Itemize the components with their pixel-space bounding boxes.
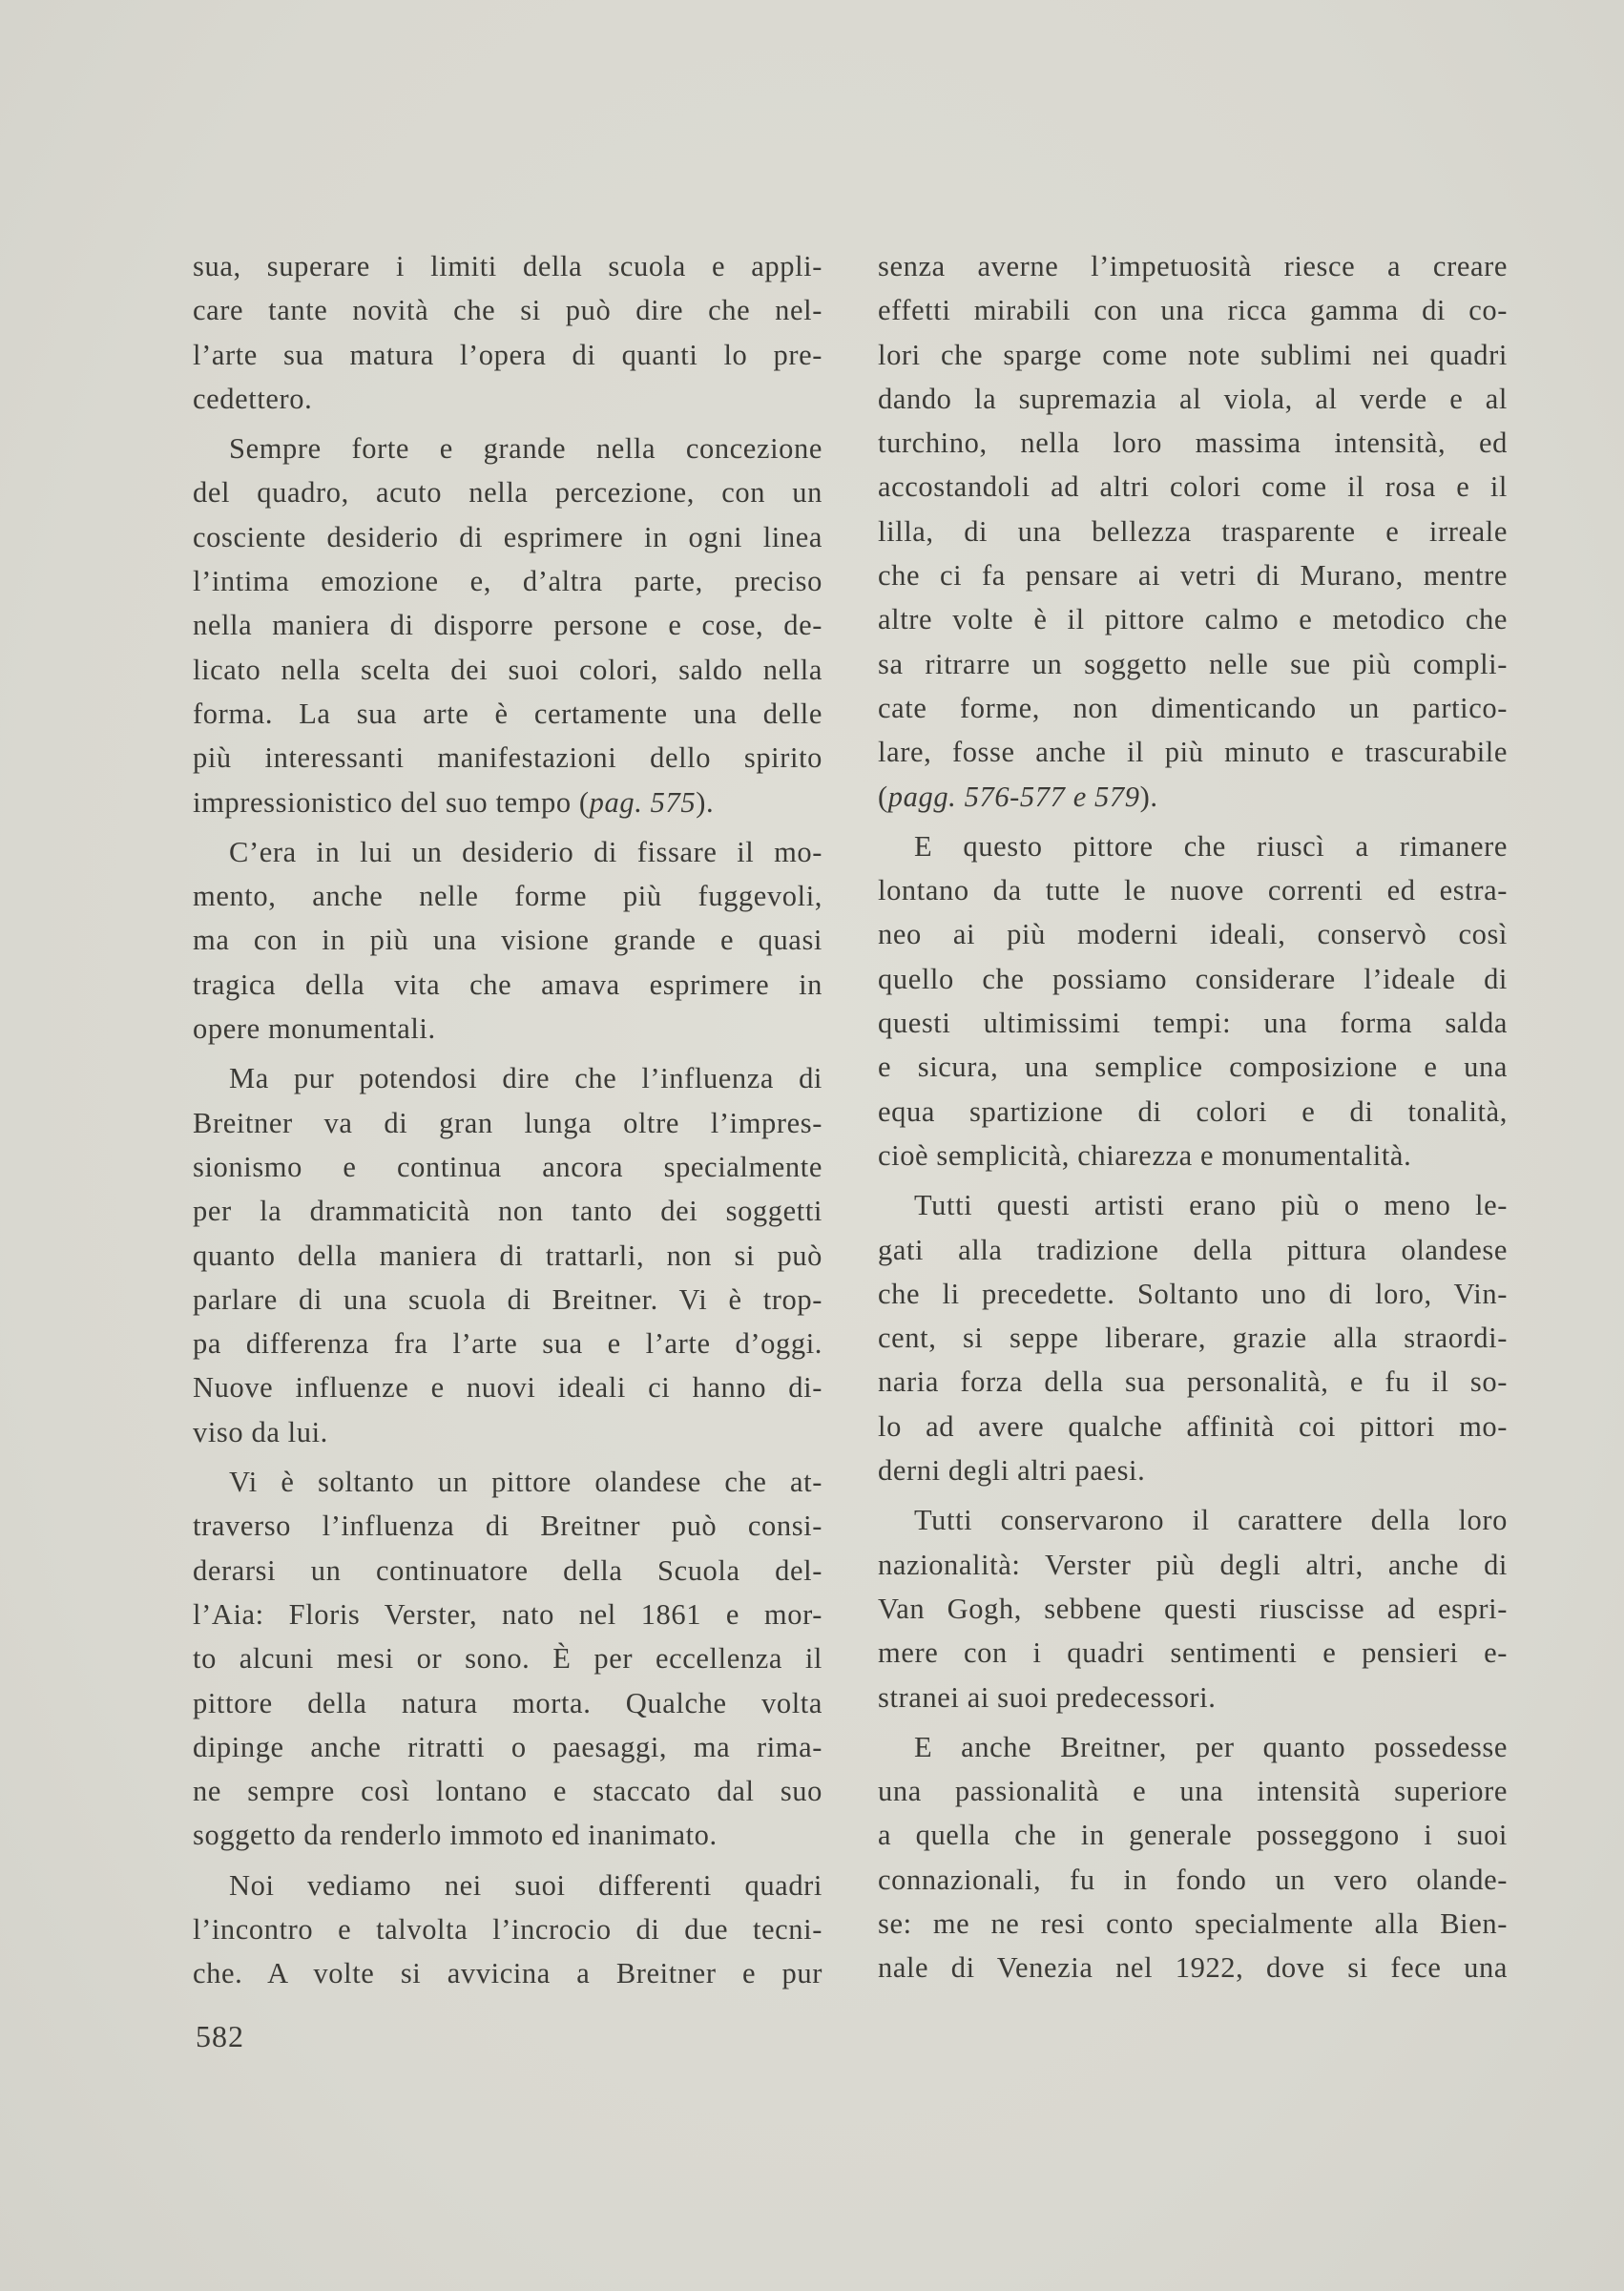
text-line: quello che possiamo considerare l’ideale di: [878, 962, 1508, 995]
text-line: più interessanti manifestazioni dello spirito: [193, 741, 822, 775]
paragraph: [193, 1864, 822, 1996]
text-line: sionismo e continua ancora specialmente: [193, 1150, 822, 1183]
text-line: turchino, nella loro massima intensità, ed: [878, 427, 1508, 460]
text-line: Noi vediamo nei suoi differenti quadri: [229, 1868, 822, 1902]
paragraph: [878, 1725, 1508, 1990]
text-line: questi ultimissimi tempi: una forma salda: [878, 1007, 1508, 1040]
text-line: e sicura, una semplice composizione e una: [878, 1051, 1508, 1084]
text-line: Vi è soltanto un pittore olandese che at-: [229, 1466, 822, 1499]
text-line: dando la supremazia al viola, al verde e al: [878, 382, 1508, 415]
text-line: viso da lui.: [193, 1415, 328, 1448]
paragraph: [193, 1056, 822, 1454]
text-line: opere monumentali.: [193, 1012, 436, 1046]
text-line: C’era in lui un desiderio di fissare il mo-: [229, 835, 822, 868]
text-line: per la drammaticità non tanto dei soggetti: [193, 1195, 822, 1228]
text-line: tragica della vita che amava esprimere in: [193, 968, 822, 1001]
text-line: che ci fa pensare ai vetri di Murano, mentre: [878, 559, 1508, 593]
text-line: lontano da tutte le nuove correnti ed estra-: [878, 874, 1508, 907]
text-line: accostandoli ad altri colori come il rosa e il: [878, 470, 1508, 504]
text-line: l’intima emozione e, d’altra parte, preciso: [193, 565, 822, 598]
text-line: parlare di una scuola di Breitner. Vi è trop-: [193, 1282, 822, 1316]
text-line: derni degli altri paesi.: [878, 1454, 1146, 1488]
text-line: Tutti conservarono il carattere della loro: [914, 1504, 1508, 1537]
text-line: lori che sparge come note sublimi nei quadri: [878, 338, 1508, 371]
text-line: to alcuni mesi or sono. È per eccellenza il: [193, 1642, 822, 1676]
text-line: traverso l’influenza di Breitner può consi-: [193, 1510, 822, 1543]
text-line: cosciente desiderio di esprimere in ogni linea: [193, 520, 822, 553]
text-line: l’Aia: Floris Verster, nato nel 1861 e mor-: [193, 1597, 822, 1631]
text-line: del quadro, acuto nella percezione, con un: [193, 476, 822, 510]
text-line: mere con i quadri sentimenti e pensieri e-: [878, 1636, 1508, 1670]
text-line: se: me ne resi conto specialmente alla Bien-: [878, 1906, 1508, 1940]
text-line: nella maniera di disporre persone e cose, de-: [193, 609, 822, 642]
text-line: cate forme, non dimenticando un partico-: [878, 691, 1508, 724]
paragraph: [878, 824, 1508, 1177]
paragraph: [878, 244, 1508, 819]
text-line: una passionalità e una intensità superiore: [878, 1775, 1508, 1808]
text-line: pittore della natura morta. Qualche volta: [193, 1686, 822, 1719]
text-line: ma con in più una visione grande e quasi: [193, 924, 822, 957]
paragraph: [193, 830, 822, 1051]
text-line: Van Gogh, sebbene questi riuscisse ad espri-: [878, 1592, 1508, 1625]
text-line: che li precedette. Soltanto uno di loro, Vin-: [878, 1277, 1508, 1310]
left-text-column: [193, 244, 822, 1996]
page-number: 582: [196, 2019, 244, 2053]
right-text-column: [878, 244, 1508, 1990]
text-line: senza averne l’impetuosità riesce a creare: [878, 250, 1508, 282]
text-line: a quella che in generale posseggono i suoi: [878, 1819, 1508, 1852]
text-line: care tante novità che si può dire che nel-: [193, 294, 822, 327]
text-line: derarsi un continuatore della Scuola del-: [193, 1553, 822, 1587]
text-line: neo ai più moderni ideali, conservò così: [878, 918, 1508, 951]
text-line: cioè semplicità, chiarezza e monumentalità.: [878, 1138, 1412, 1172]
text-line: naria forza della sua personalità, e fu il so-: [878, 1365, 1508, 1399]
text-line: cedettero.: [193, 382, 313, 415]
text-line: Ma pur potendosi dire che l’influenza di: [229, 1062, 822, 1095]
text-line: (pagg. 576-577 e 579).: [878, 780, 1158, 813]
text-line: ne sempre così lontano e staccato dal suo: [193, 1775, 822, 1808]
text-line: equa spartizione di colori e di tonalità,: [878, 1094, 1508, 1128]
text-line: pa differenza fra l’arte sua e l’arte d’oggi.: [193, 1327, 822, 1361]
text-line: quanto della maniera di trattarli, non si può: [193, 1239, 822, 1272]
text-line: stranei ai suoi predecessori.: [878, 1680, 1217, 1714]
text-line: gati alla tradizione della pittura olandese: [878, 1233, 1508, 1266]
paragraph: [193, 244, 822, 421]
text-line: Nuove influenze e nuovi ideali ci hanno di-: [193, 1371, 822, 1405]
text-line: connazionali, fu in fondo un vero olande-: [878, 1863, 1508, 1896]
text-line: sua, superare i limiti della scuola e appli-: [193, 250, 822, 282]
text-line: mento, anche nelle forme più fuggevoli,: [193, 880, 822, 913]
text-line: nazionalità: Verster più degli altri, anche di: [878, 1548, 1508, 1581]
text-line: lo ad avere qualche affinità coi pittori mo-: [878, 1409, 1508, 1443]
text-line: Breitner va di gran lunga oltre l’impres-: [193, 1106, 822, 1139]
text-line: altre volte è il pittore calmo e metodico che: [878, 603, 1508, 636]
text-line: nale di Venezia nel 1922, dove si fece una: [878, 1951, 1508, 1985]
text-line: Sempre forte e grande nella concezione: [229, 432, 822, 466]
text-line: E anche Breitner, per quanto possedesse: [914, 1730, 1508, 1763]
text-line: cent, si seppe liberare, grazie alla straordi-: [878, 1322, 1508, 1355]
text-line: lilla, di una bellezza trasparente e irreale: [878, 514, 1508, 548]
text-line: che. A volte si avvicina a Breitner e pur: [193, 1957, 822, 1990]
text-line: dipinge anche ritratti o paesaggi, ma rima-: [193, 1730, 822, 1763]
text-line: l’incontro e talvolta l’incrocio di due tecni-: [193, 1912, 822, 1946]
text-line: licato nella scelta dei suoi colori, saldo nella: [193, 653, 822, 686]
text-line: forma. La sua arte è certamente una delle: [193, 697, 822, 730]
text-line: impressionistico del suo tempo (pag. 575).: [193, 785, 715, 819]
paragraph: [878, 1498, 1508, 1718]
text-line: l’arte sua matura l’opera di quanti lo pre-: [193, 338, 822, 371]
text-line: sa ritrarre un soggetto nelle sue più compli-: [878, 647, 1508, 680]
text-line: soggetto da renderlo immoto ed inanimato.: [193, 1819, 718, 1852]
text-line: E questo pittore che riuscì a rimanere: [914, 829, 1508, 863]
paragraph: [878, 1183, 1508, 1492]
text-line: Tutti questi artisti erano più o meno le-: [914, 1189, 1508, 1222]
text-line: lare, fosse anche il più minuto e trascurabile: [878, 736, 1508, 769]
paragraph: [193, 427, 822, 824]
text-line: effetti mirabili con una ricca gamma di co-: [878, 294, 1508, 327]
paragraph: [193, 1460, 822, 1858]
